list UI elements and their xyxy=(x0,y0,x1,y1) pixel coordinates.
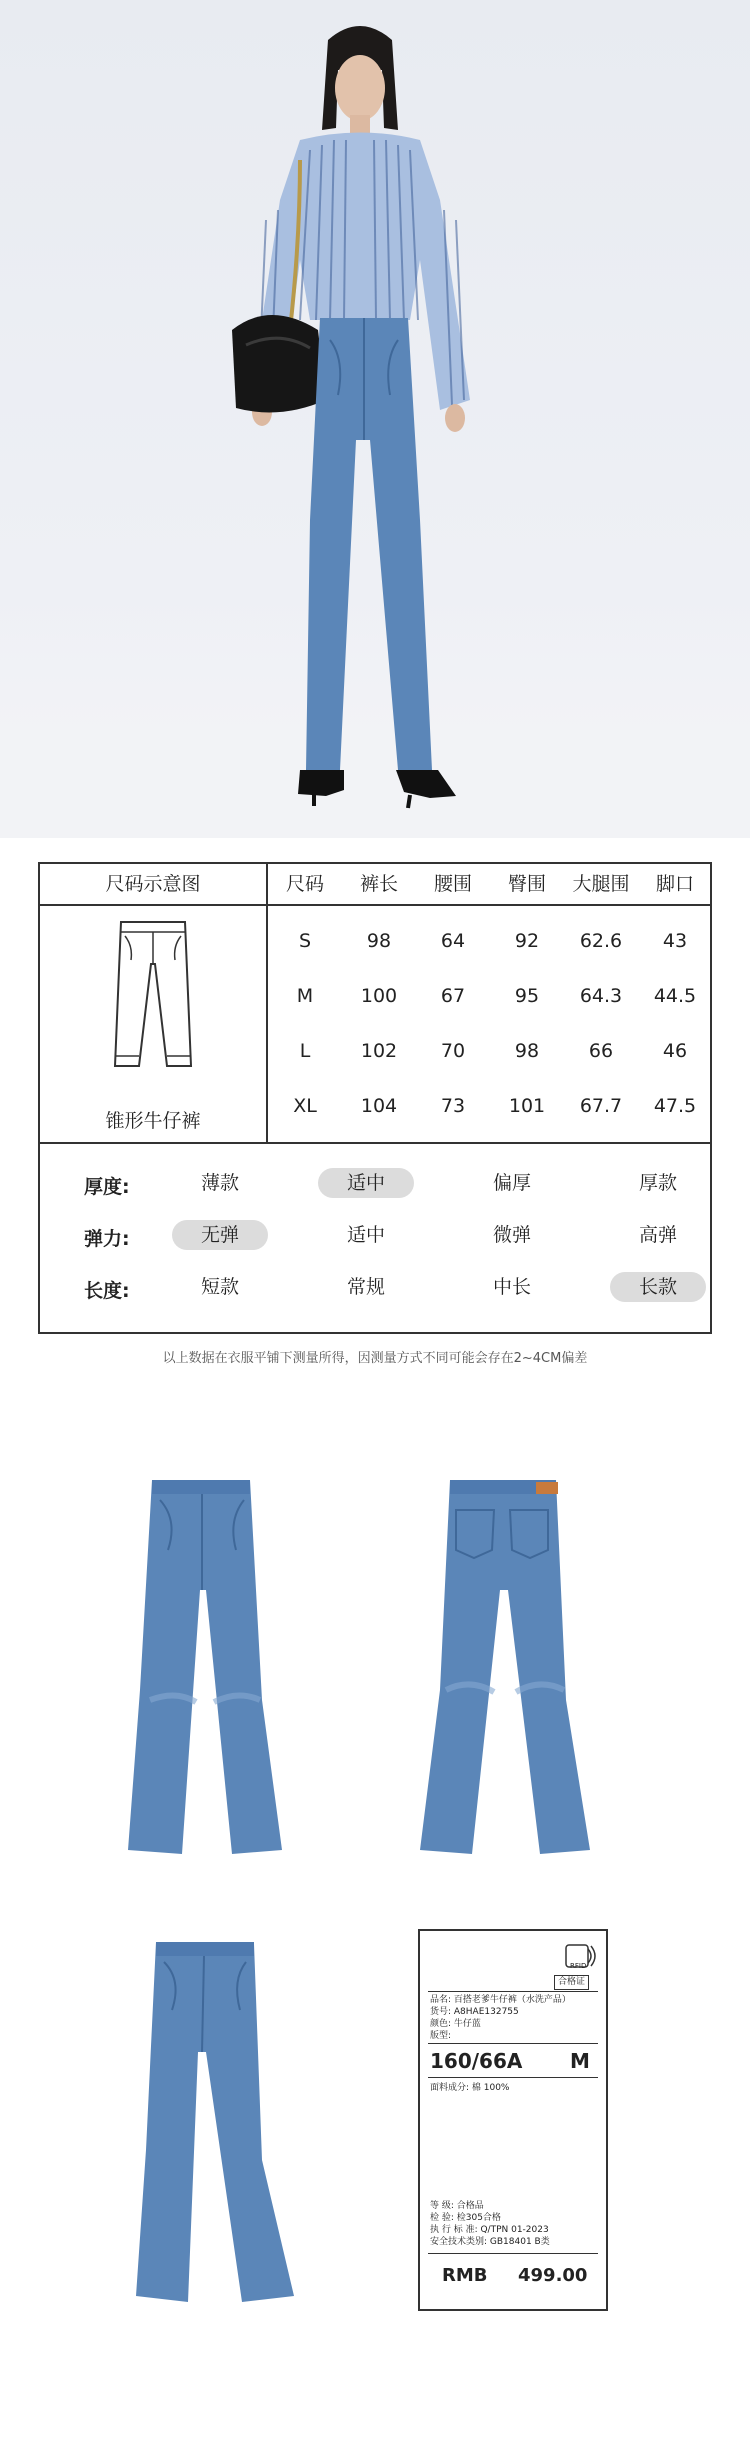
table-cell: 70 xyxy=(440,1040,466,1062)
table-cell: 95 xyxy=(514,985,540,1007)
model-photo xyxy=(0,0,750,838)
length-option: 中长 xyxy=(492,1276,531,1298)
model-illustration xyxy=(0,0,750,838)
table-cell: S xyxy=(298,930,312,952)
tag-fabric: 面料成分: 棉 100% xyxy=(430,2083,510,2093)
length-option-selected: 长款 xyxy=(610,1272,706,1302)
elasticity-label: 弹力: xyxy=(84,1228,130,1250)
table-cell: M xyxy=(296,985,314,1007)
tag-grade: 等 级: 合格品 xyxy=(430,2201,484,2211)
table-divider xyxy=(40,904,710,906)
thickness-label: 厚度: xyxy=(84,1176,130,1198)
diagram-caption: 锥形牛仔裤 xyxy=(105,1110,201,1132)
thickness-option: 薄款 xyxy=(200,1172,239,1194)
product-images xyxy=(0,1440,750,2440)
header-size: 尺码 xyxy=(285,873,324,895)
tag-style-number: 货号: A8HAE132755 xyxy=(430,2007,519,2017)
tag-divider xyxy=(428,2043,598,2044)
length-label: 长度: xyxy=(84,1280,130,1302)
table-cell: 92 xyxy=(514,930,540,952)
table-cell: 100 xyxy=(360,985,398,1007)
tag-fit: 版型: xyxy=(430,2031,452,2041)
rfid-label: RFID xyxy=(570,1962,587,1970)
jeans-front-image xyxy=(128,1480,282,1854)
thickness-option: 偏厚 xyxy=(492,1172,531,1194)
thickness-option-selected: 适中 xyxy=(318,1168,414,1198)
tag-standard: 执 行 标 准: Q/TPN 01-2023 xyxy=(430,2225,549,2235)
table-cell: 43 xyxy=(662,930,688,952)
table-cell: 46 xyxy=(662,1040,688,1062)
tag-color: 颜色: 牛仔蓝 xyxy=(430,2019,481,2029)
tag-safety: 安全技术类别: GB18401 B类 xyxy=(430,2237,550,2247)
diagram-header: 尺码示意图 xyxy=(105,873,201,895)
fabric-attributes xyxy=(38,1144,712,1334)
table-cell: 66 xyxy=(588,1040,614,1062)
tag-divider xyxy=(428,1991,598,1992)
tag-product-name: 品名: 百搭老爹牛仔裤（水洗产品） xyxy=(430,1995,571,2005)
header-thigh: 大腿围 xyxy=(572,873,630,895)
table-cell: 73 xyxy=(440,1095,466,1117)
tag-price: 499.00 xyxy=(518,2265,588,2286)
table-cell: 67.7 xyxy=(579,1095,623,1117)
length-option: 短款 xyxy=(200,1276,239,1298)
table-cell: XL xyxy=(293,1095,317,1117)
table-cell: 62.6 xyxy=(579,930,623,952)
tag-currency: RMB xyxy=(442,2265,488,2286)
tag-inspection: 检 验: 检305合格 xyxy=(430,2213,501,2223)
tag-divider xyxy=(428,2253,598,2254)
table-cell: 98 xyxy=(366,930,392,952)
table-cell: 47.5 xyxy=(653,1095,697,1117)
measurement-note: 以上数据在衣服平铺下测量所得，因测量方式不同可能会存在2~4CM偏差 xyxy=(162,1351,588,1366)
table-cell: 104 xyxy=(360,1095,398,1117)
tag-size-code: 160/66A xyxy=(430,2049,523,2073)
pants-diagram-icon xyxy=(103,916,203,1096)
jeans-back-image xyxy=(420,1480,590,1854)
table-cell: 101 xyxy=(508,1095,546,1117)
elasticity-option-selected: 无弹 xyxy=(172,1220,268,1250)
elasticity-option: 适中 xyxy=(346,1224,385,1246)
header-hem: 脚口 xyxy=(655,873,694,895)
thickness-option: 厚款 xyxy=(638,1172,677,1194)
header-waist: 腰围 xyxy=(433,873,472,895)
length-option: 常规 xyxy=(346,1276,385,1298)
certificate-label: 合格证 xyxy=(554,1975,589,1990)
tag-size: M xyxy=(570,2049,590,2073)
header-hip: 臀围 xyxy=(507,873,546,895)
table-cell: 64.3 xyxy=(579,985,623,1007)
table-cell: 67 xyxy=(440,985,466,1007)
elasticity-option: 高弹 xyxy=(638,1224,677,1246)
header-length: 裤长 xyxy=(359,873,398,895)
tag-divider xyxy=(428,2077,598,2078)
size-table xyxy=(38,862,712,1144)
jeans-angled-image xyxy=(136,1942,294,2302)
table-cell: 64 xyxy=(440,930,466,952)
hang-tag xyxy=(418,1929,608,2311)
elasticity-option: 微弹 xyxy=(492,1224,531,1246)
table-cell: 98 xyxy=(514,1040,540,1062)
table-cell: L xyxy=(299,1040,311,1062)
table-cell: 102 xyxy=(360,1040,398,1062)
table-cell: 44.5 xyxy=(653,985,697,1007)
